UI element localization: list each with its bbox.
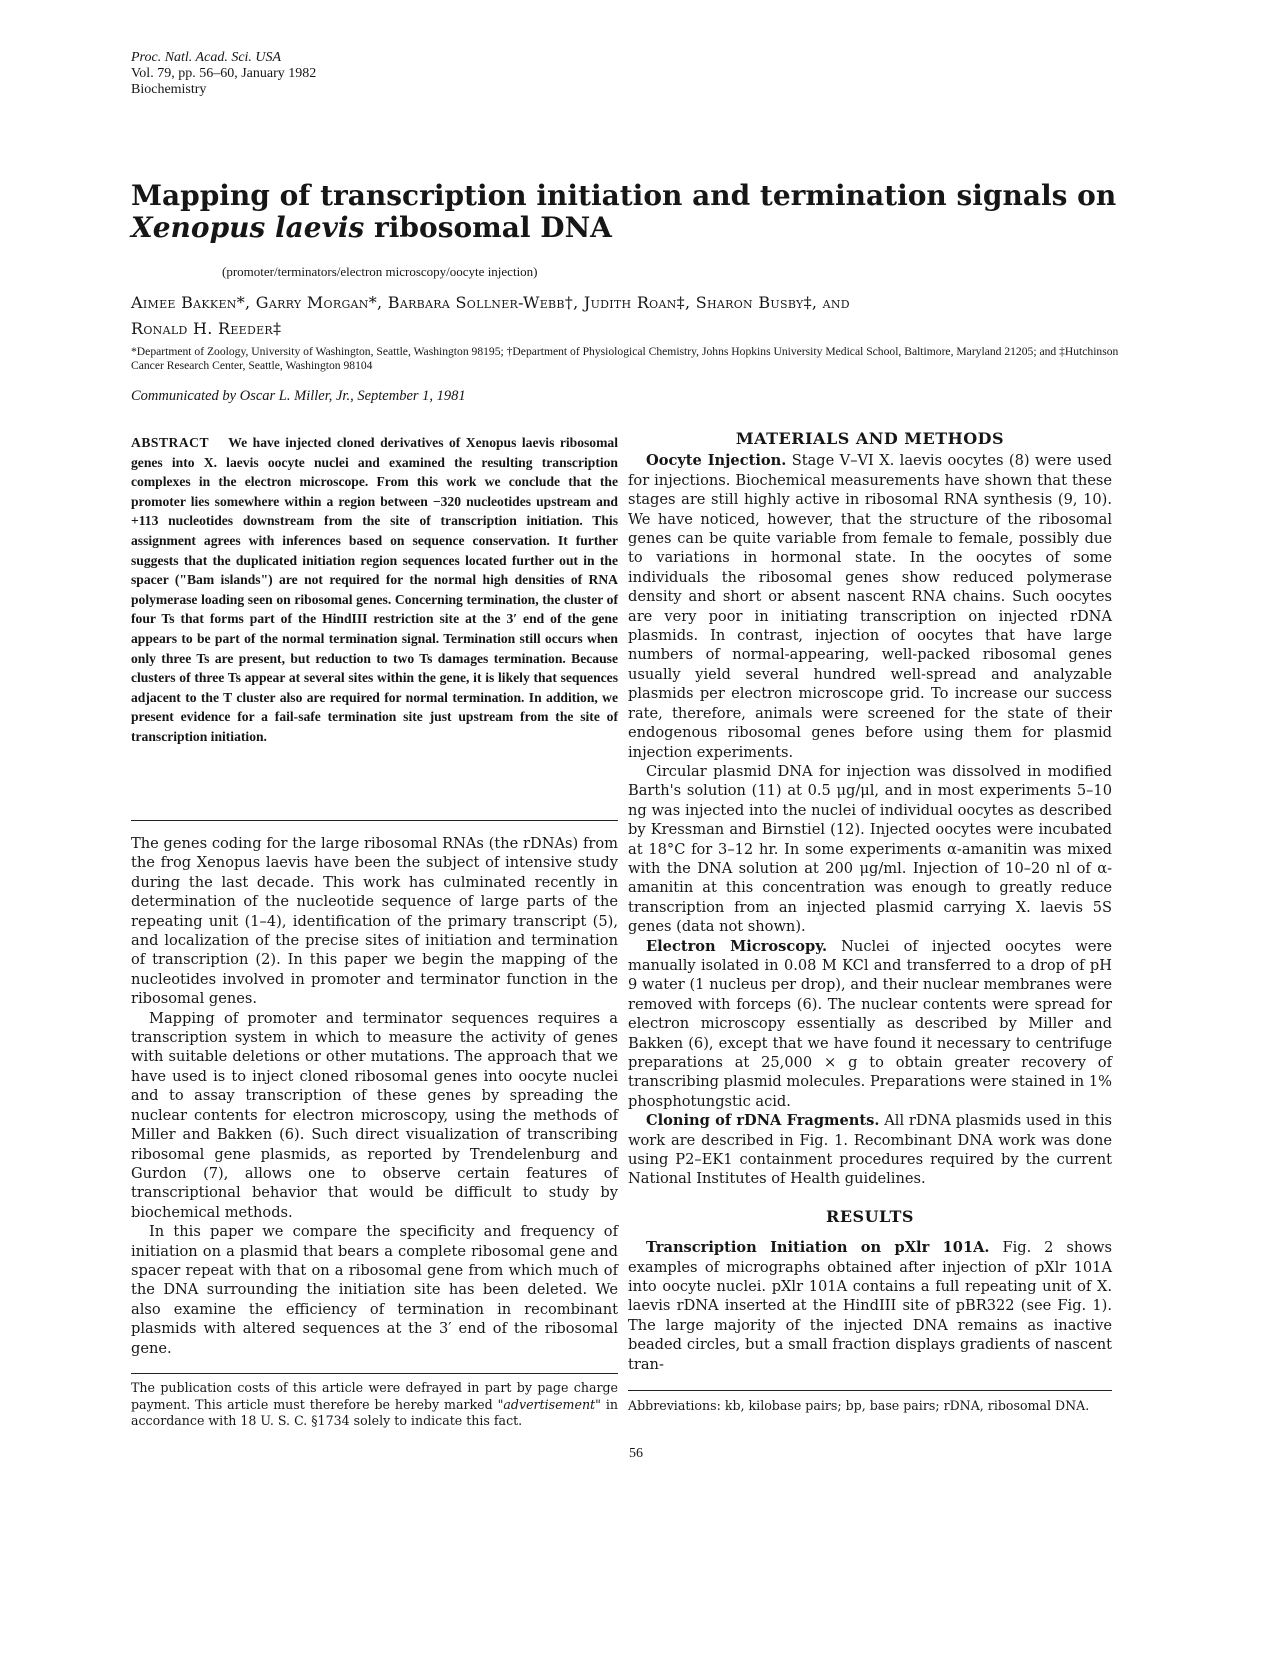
abstract-divider xyxy=(131,820,618,821)
results-runin: Transcription Initiation on pXlr 101A. xyxy=(646,1239,990,1257)
intro-paragraph-2: Mapping of promoter and terminator sequences requires a transcription system in which to measure the activity of genes with suitable deletions or other mutations. The approach that we have used is to inject cloned ribosomal genes into oocyte nuclei and to assay transcription of these genes by spreading the nuclear contents for electron microscopy, using the methods of Miller and Bakken (6). Such direct visualization of transcribing ribosomal gene plasmids, as reported by Trendelenburg and Gurdon (7), allows one to observe certain features of transcriptional behavior that would be difficult to study by biochemical methods. xyxy=(131,1009,618,1221)
methods-and-results xyxy=(628,429,1112,1374)
results-heading: RESULTS xyxy=(826,1206,914,1226)
article-title xyxy=(131,180,1141,244)
abstract xyxy=(131,433,618,747)
authors xyxy=(131,290,1141,342)
publication-cost-footnote xyxy=(131,1380,618,1430)
abstract-label: ABSTRACT xyxy=(131,435,210,450)
electron-microscopy-runin: Electron Microscopy. xyxy=(646,937,828,955)
abstract-text: We have injected cloned derivatives of Xenopus laevis ribosomal genes into X. laevis oocyte nuclei and examined the resulting transcription complexes in the electron microscope. From this work we conclude that the promoter lies somewhere within a region between −320 nucleotides upstream and +113 nucleotides downstream from the site of transcription initiation. This assignment agrees with inferences based on sequence conservation. It further suggests that the duplicated initiation region sequences located further out in the spacer ("Bam islands") are not required for the normal high densities of RNA polymerase loading seen on ribosomal genes. Concerning termination, the cluster of four Ts that forms part of the HindIII restriction site at the 3′ end of the gene appears to be part of the normal termination signal. Termination still occurs when only three Ts are present, but reduction to two Ts damages termination. Because clusters of three Ts appear at several sites within the gene, it is likely that sequences adjacent to the T cluster also are required for normal termination. In addition, we present evidence for a fail-safe termination site just upstream from the site of transcription initiation. xyxy=(131,435,618,744)
electron-microscopy-text: Nuclei of injected oocytes were manually isolated in 0.08 M KCl and transferred to a drop of pH 9 water (1 nucleus per drop), and their nuclear membranes were removed with forceps (6). The nuclear contents were spread for electron microscopy essentially as described by Miller and Bakken (6), except that we have found it necessary to centrifuge preparations at 25,000 × g to obtain greater recovery of transcribing plasmid molecules. Preparations were stained in 1% phosphotungstic acid. xyxy=(628,937,1112,1110)
oocyte-injection-text: Stage V–VI X. laevis oocytes (8) were used for injections. Biochemical measurements have shown that these stages are still highly active in ribosomal RNA synthesis (9, 10). We have noticed, however, that the structure of the ribosomal genes can be quite variable from female to female, possibly due to variations in hormonal state. In the oocytes of some individuals the ribosomal genes show reduced polymerase density and short or absent nascent RNA chains. Such oocytes are very poor in initiating transcription on injected rDNA plasmids. In contrast, injection of oocytes that have large numbers of normal-appearing, well-packed ribosomal genes usually yield several hundred well-spread and analyzable plasmids per electron microscope grid. To increase our success rate, therefore, animals were screened for the state of their endogenous ribosomal genes before using them for plasmid injection experiments. xyxy=(628,452,1112,761)
footnote-text-1: The publication costs of this article were defrayed in part by page charge payment. This article must therefore be hereby marked xyxy=(131,1380,618,1412)
title-line-1: Mapping of transcription initiation and termination signals on xyxy=(131,179,1117,212)
footnote-advertisement: "advertisement" xyxy=(497,1396,601,1412)
intro-paragraph-1: The genes coding for the large ribosomal RNAs (the rDNAs) from the frog Xenopus laevis have been the subject of intensive study during the last decade. This work has culminated recently in determination of the nucleotide sequence of large parts of the repeating unit (1–4), identification of the primary transcript (5), and localization of the precise sites of initiation and termination of transcription (2). In this paper we begin the mapping of the nucleotides involved in promoter and terminator function in the ribosomal genes. xyxy=(131,835,618,1008)
oocyte-injection-runin: Oocyte Injection. xyxy=(646,452,787,470)
authors-line-1: Aimee Bakken*, Garry Morgan*, Barbara Sollner-Webb†, Judith Roan‡, Sharon Busby‡, and xyxy=(131,293,850,312)
journal-volume: Vol. 79, pp. 56–60, January 1982 xyxy=(131,66,317,81)
journal-name: Proc. Natl. Acad. Sci. USA xyxy=(131,50,282,65)
title-species: Xenopus laevis xyxy=(131,211,365,244)
methods-oocyte-injection xyxy=(628,451,1112,762)
results-text: Fig. 2 shows examples of micrographs obtained after injection of pXlr 101A into oocyte nuclei. pXlr 101A contains a full repeating unit of X. laevis rDNA inserted at the HindIII site of pBR322 (see Fig. 1). The large majority of the injected DNA remains as inactive beaded circles, but a small fraction displays gradients of nascent tran- xyxy=(628,1239,1112,1373)
affiliations: *Department of Zoology, University of Washington, Seattle, Washington 98195; †Department of Physiological Chemistry, Johns Hopkins University Medical School, Baltimore, Maryland 21205; and ‡Hutchinson Cancer Research Center, Seattle, Washington 98104 xyxy=(131,345,1119,372)
footnote-divider-right xyxy=(628,1390,1112,1391)
footnote-divider-left xyxy=(131,1373,618,1374)
introduction xyxy=(131,834,618,1358)
keywords: (promoter/terminators/electron microscopy/oocyte injection) xyxy=(222,264,538,279)
journal-section: Biochemistry xyxy=(131,82,207,97)
methods-electron-microscopy xyxy=(628,937,1112,1112)
footnote-text-2: in accordance with 18 U. S. C. §1734 solely to indicate this fact. xyxy=(131,1396,618,1428)
results-initiation xyxy=(628,1238,1112,1374)
intro-paragraph-3: In this paper we compare the specificity and frequency of initiation on a plasmid that bears a complete ribosomal gene and spacer repeat with that on a ribosomal gene from which much of the DNA surrounding the initiation site has been deleted. We also examine the efficiency of termination in recombinant plasmids with altered sequences at the 3′ end of the ribosomal gene. xyxy=(131,1223,618,1357)
abbreviations-footnote: Abbreviations: kb, kilobase pairs; bp, base pairs; rDNA, ribosomal DNA. xyxy=(628,1398,1090,1413)
authors-line-2: Ronald H. Reeder‡ xyxy=(131,319,282,338)
cloning-text: All rDNA plasmids used in this work are described in Fig. 1. Recombinant DNA work was done using P2–EK1 containment procedures required by the current National Institutes of Health guidelines. xyxy=(628,1112,1112,1188)
page-number: 56 xyxy=(629,1446,643,1461)
methods-plasmid-injection: Circular plasmid DNA for injection was dissolved in modified Barth's solution (11) at 0.5 μg/μl, and in most experiments 5–10 ng was injected into the nuclei of individual oocytes as described by Kressman and Birnstiel (12). Injected oocytes were incubated at 18°C for 3–12 hr. In some experiments α-amanitin was mixed with the DNA solution at 200 μg/ml. Injection of 10–20 nl of α-amanitin at this concentration was enough to greatly reduce transcription from an injected plasmid carrying X. laevis 5S genes (data not shown). xyxy=(628,762,1112,936)
journal-citation xyxy=(131,50,316,98)
methods-heading: MATERIALS AND METHODS xyxy=(735,429,1005,448)
methods-cloning xyxy=(628,1111,1112,1189)
communicated-by: Communicated by Oscar L. Miller, Jr., September 1, 1981 xyxy=(131,388,466,404)
cloning-runin: Cloning of rDNA Fragments. xyxy=(646,1112,880,1130)
title-rest: ribosomal DNA xyxy=(364,211,612,244)
title-line-2 xyxy=(131,212,1141,244)
